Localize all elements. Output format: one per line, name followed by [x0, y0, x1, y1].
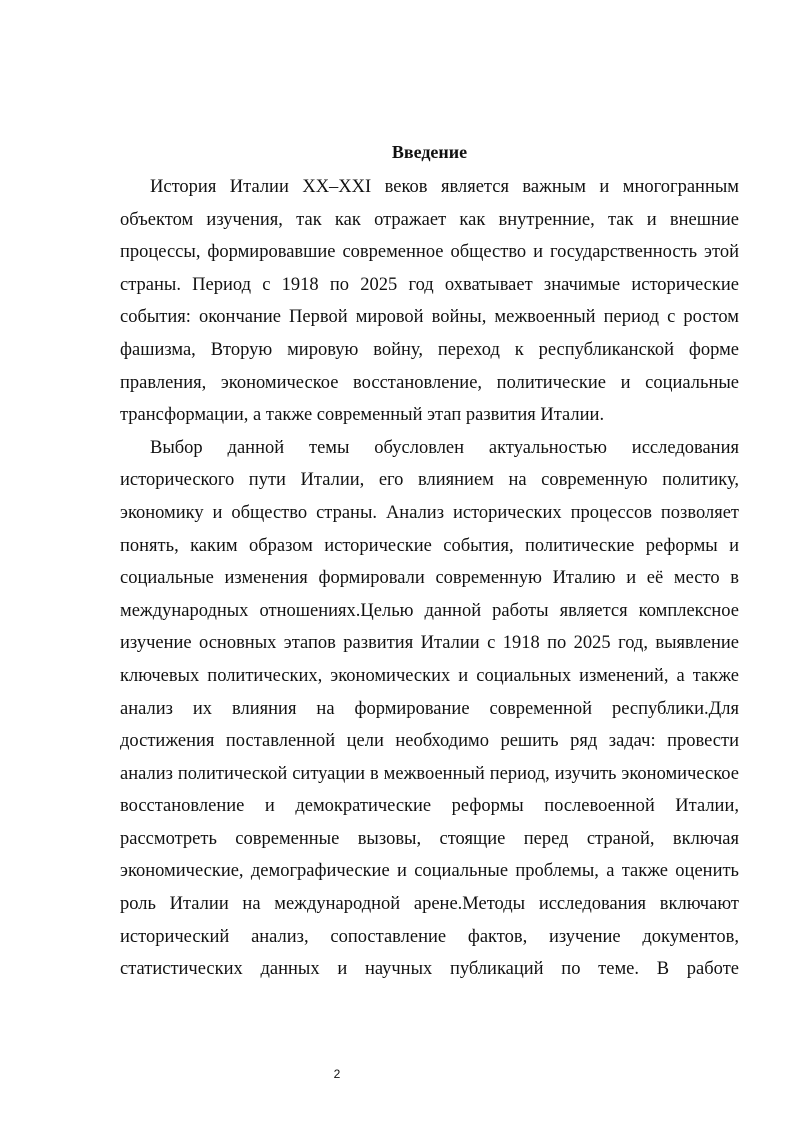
section-title: Введение	[391, 142, 468, 162]
page-number: 2	[333, 1067, 341, 1081]
paragraph-topic: Выбор данной темы обусловлен актуальностью исследования исторического пути Италии, его влиянием на современную политику, экономику и общество страны. Анализ исторических процессов позволяет понять, каким образом исторические события, политические реформы и социальные изменения формировали современную Италию и её место в международных отношениях.Целью данной работы является комплексное изучение основных этапов развития Италии с 1918 по 2025 год, выявление ключевых политических, экономических и социальных изменений, а также анализ их влияния на формирование современной республики.Для достижения поставленной цели необходимо решить ряд задач: провести анализ политической ситуации в межвоенный период, изучить экономическое восстановление и демократические реформы послевоенной Италии, рассмотреть современные вызовы, стоящие перед страной, включая экономические, демографические и социальные проблемы, а также оценить роль Италии на международной арене.Методы исследования включают исторический анализ, сопоставление фактов, изучение документов, статистических данных и научных публикаций по теме. В работе	[120, 437, 739, 980]
body-text	[120, 171, 739, 986]
paragraph-intro: История Италии XX–XXI веков является важным и многогранным объектом изучения, так как отражает как внутренние, так и внешние процессы, формировавшие современное общество и государственность этой страны. Период с 1918 по 2025 год охватывает значимые исторические события: окончание Первой мировой войны, межвоенный период с ростом фашизма, Вторую мировую войну, переход к республиканской форме правления, экономическое восстановление, политические и социальные трансформации, а также современный этап развития Италии.	[120, 177, 739, 426]
